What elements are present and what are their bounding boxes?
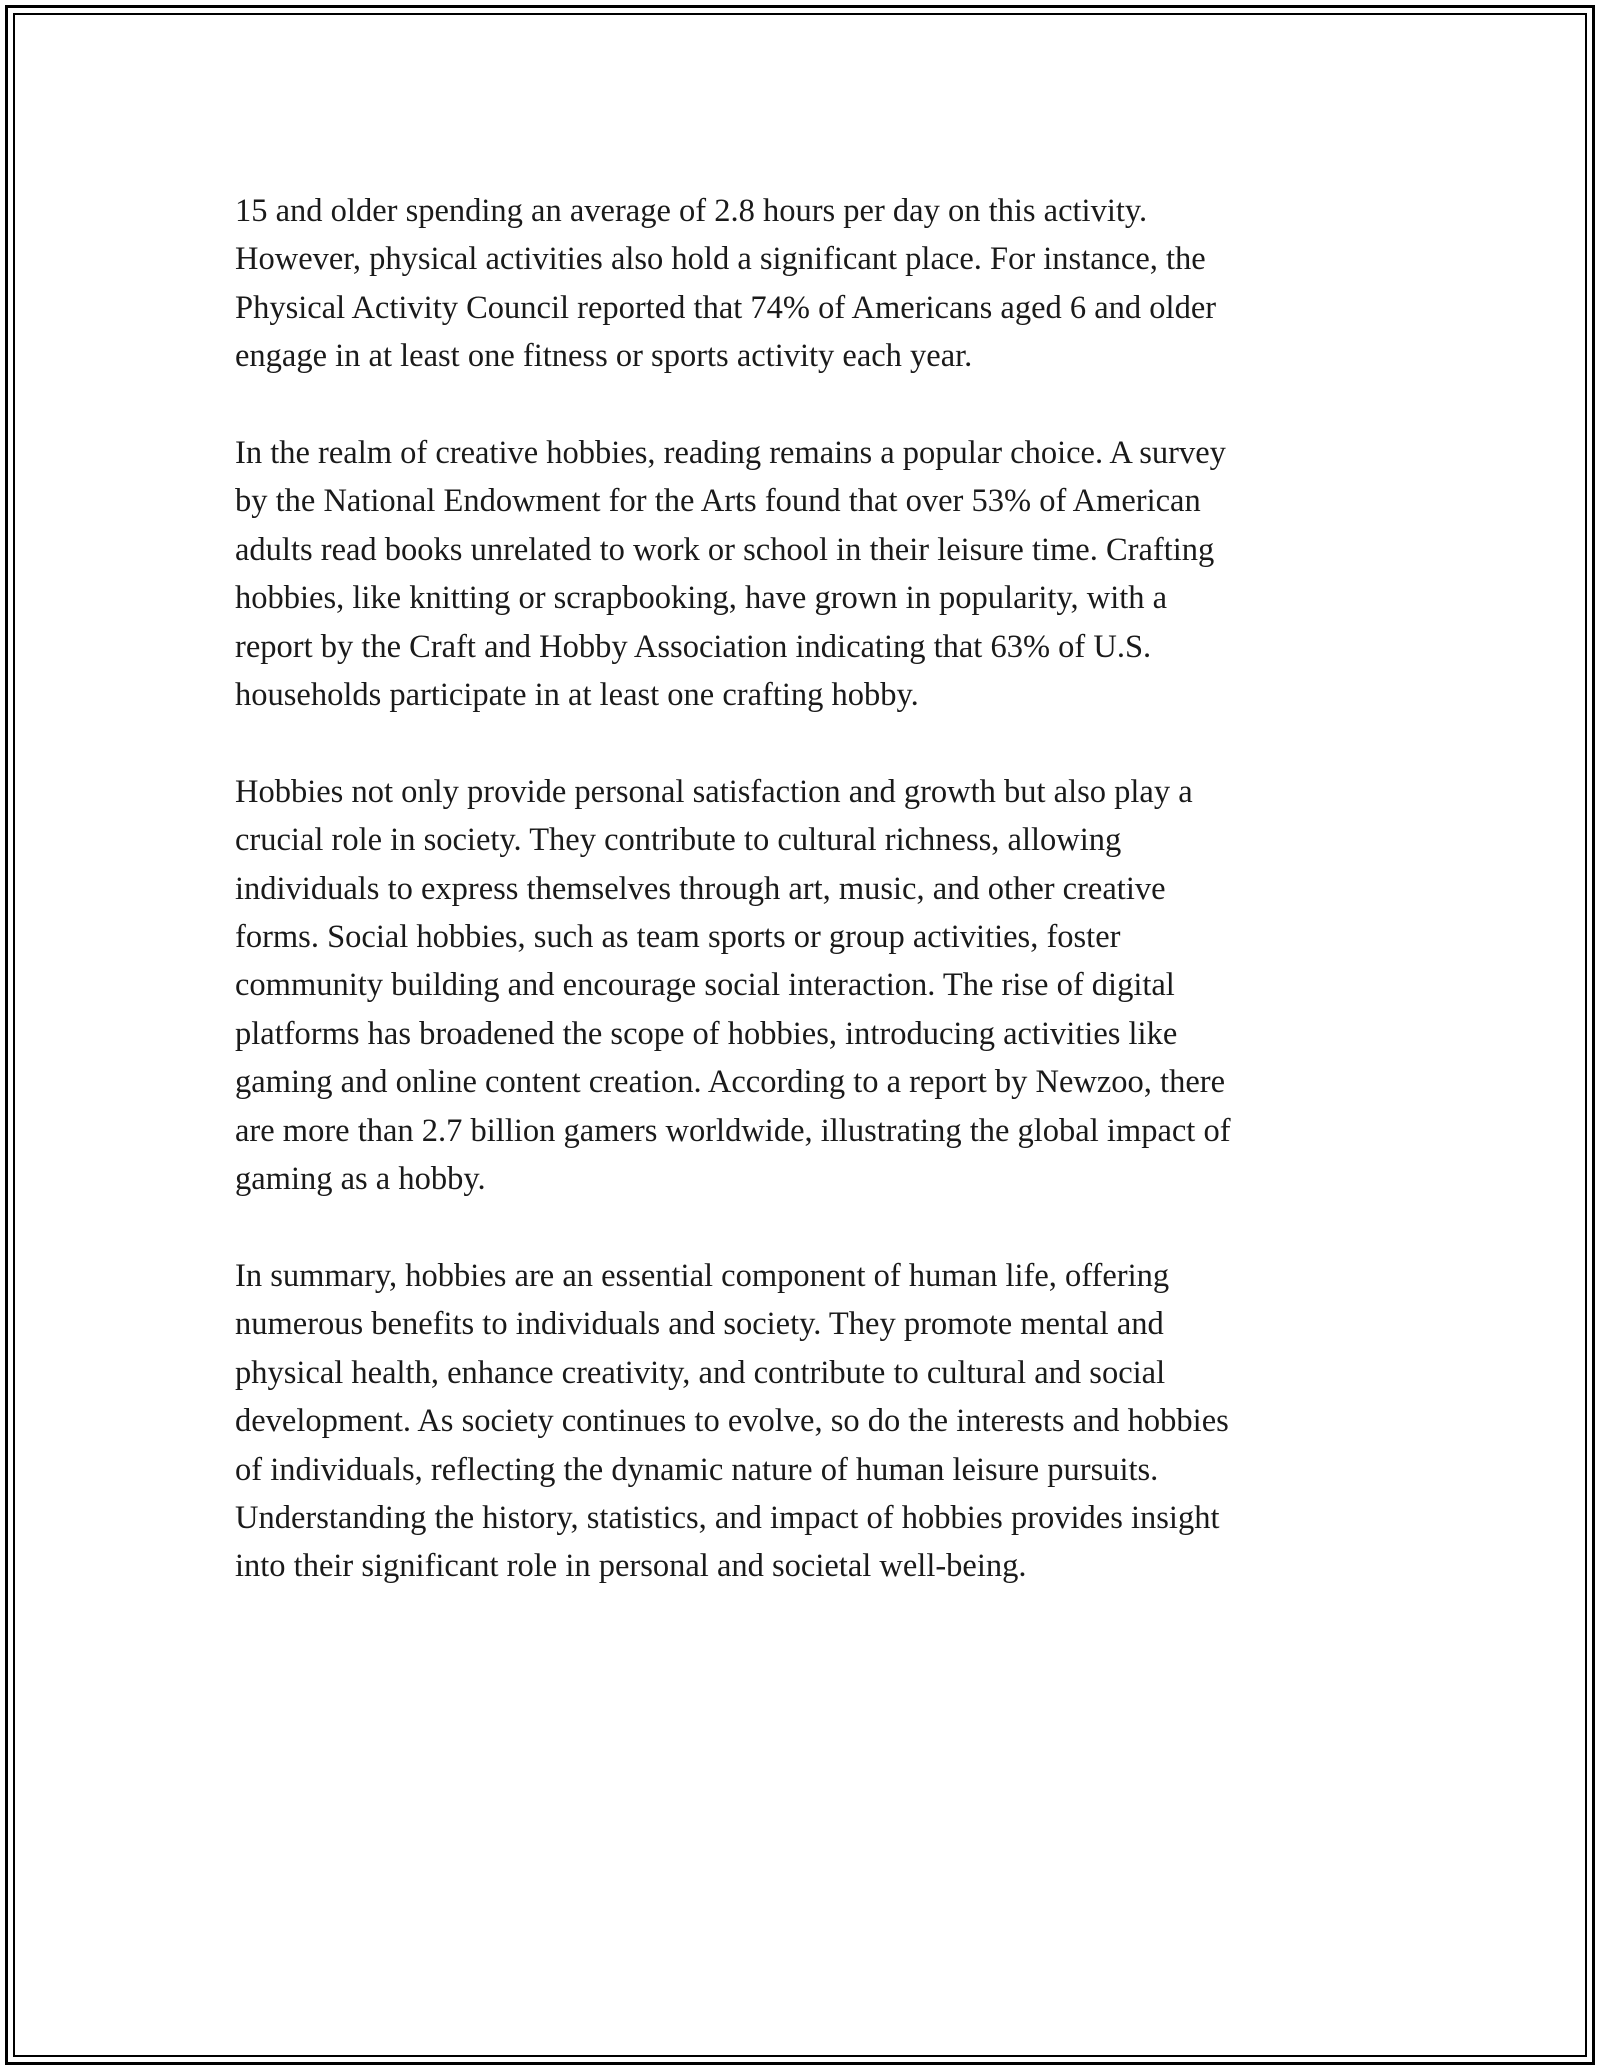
- text-line: crucial role in society. They contribute to cultural richness, allowing: [235, 822, 1122, 859]
- text-line: numerous benefits to individuals and society. They promote mental and: [235, 1306, 1164, 1343]
- text-line: into their significant role in personal and societal well-being.: [235, 1548, 1027, 1585]
- paragraph-creative-hobbies: [235, 429, 1375, 719]
- text-line: gaming and online content creation. According to a report by Newzoo, there: [235, 1064, 1226, 1101]
- paragraph-society-role: [235, 768, 1375, 1204]
- text-line: of individuals, reflecting the dynamic nature of human leisure pursuits.: [235, 1451, 1159, 1488]
- text-line: adults read books unrelated to work or school in their leisure time. Crafting: [235, 531, 1215, 568]
- paragraph-summary: [235, 1252, 1375, 1591]
- document-body: [235, 187, 1375, 1639]
- text-line: Understanding the history, statistics, and impact of hobbies provides insight: [235, 1499, 1220, 1536]
- paragraph-physical-activity: [235, 187, 1375, 381]
- text-line: households participate in at least one crafting hobby.: [235, 677, 919, 714]
- text-line: Physical Activity Council reported that 74% of Americans aged 6 and older: [235, 289, 1217, 326]
- text-line: However, physical activities also hold a significant place. For instance, the: [235, 241, 1206, 278]
- text-line: development. As society continues to evolve, so do the interests and hobbies: [235, 1403, 1229, 1440]
- text-line: by the National Endowment for the Arts found that over 53% of American: [235, 483, 1201, 520]
- text-line: platforms has broadened the scope of hobbies, introducing activities like: [235, 1015, 1178, 1052]
- text-line: individuals to express themselves through art, music, and other creative: [235, 870, 1166, 907]
- text-line: are more than 2.7 billion gamers worldwide, illustrating the global impact of: [235, 1112, 1231, 1149]
- text-line: In summary, hobbies are an essential component of human life, offering: [235, 1257, 1170, 1294]
- text-line: engage in at least one fitness or sports activity each year.: [235, 338, 973, 375]
- text-line: Hobbies not only provide personal satisfaction and growth but also play a: [235, 773, 1193, 810]
- text-line: community building and encourage social interaction. The rise of digital: [235, 967, 1175, 1004]
- text-line: gaming as a hobby.: [235, 1161, 486, 1198]
- text-line: forms. Social hobbies, such as team sports or group activities, foster: [235, 919, 1121, 956]
- text-line: 15 and older spending an average of 2.8 hours per day on this activity.: [235, 193, 1148, 229]
- text-line: physical health, enhance creativity, and contribute to cultural and social: [235, 1354, 1166, 1391]
- text-line: In the realm of creative hobbies, reading remains a popular choice. A survey: [235, 435, 1226, 472]
- text-line: hobbies, like knitting or scrapbooking, have grown in popularity, with a: [235, 580, 1168, 617]
- text-line: report by the Craft and Hobby Association indicating that 63% of U.S.: [235, 628, 1152, 665]
